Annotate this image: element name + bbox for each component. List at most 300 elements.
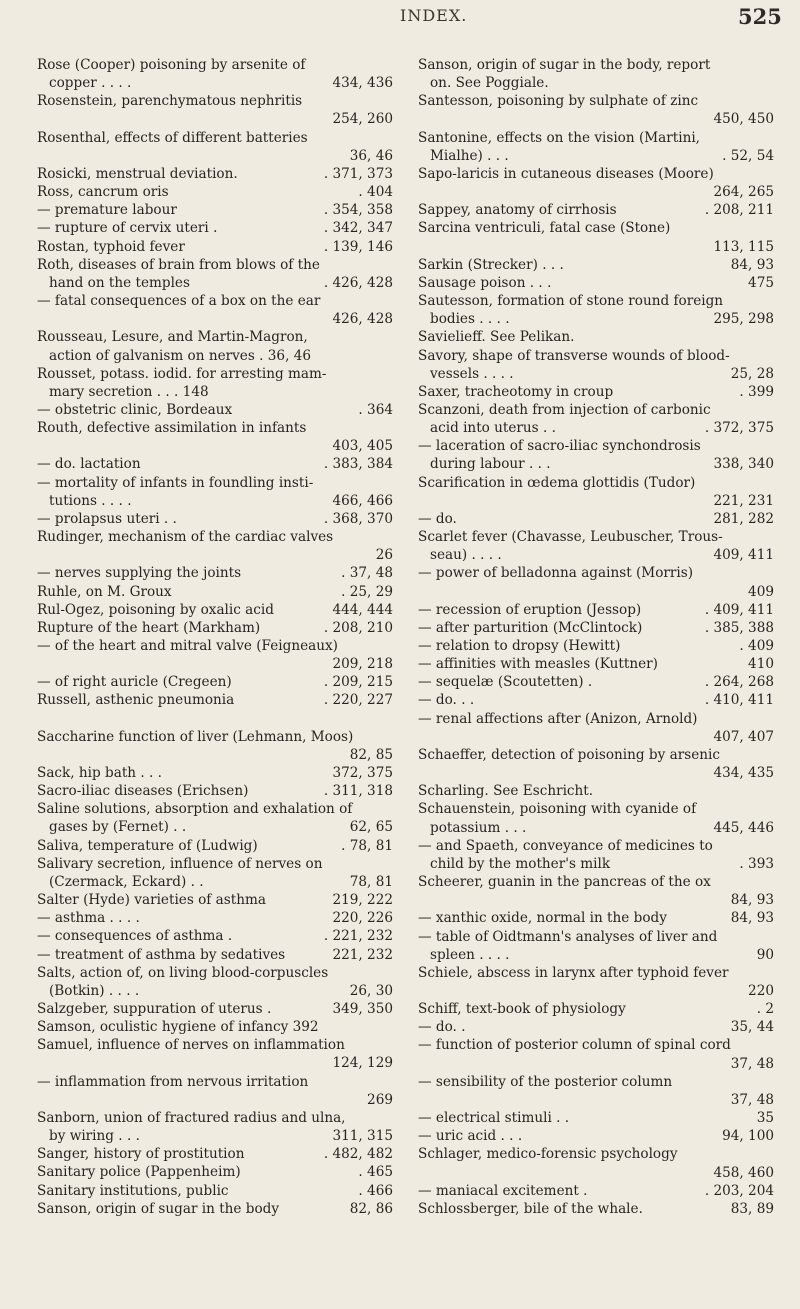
entry-pages: 84, 93 bbox=[730, 256, 774, 273]
entry-line bbox=[37, 492, 393, 510]
entry-pages: 254, 260 bbox=[332, 111, 393, 128]
entry-text: Sanitary institutions, public bbox=[37, 1182, 229, 1199]
index-entry bbox=[37, 455, 393, 473]
index-entry bbox=[37, 964, 393, 1000]
entry-pages: 403, 405 bbox=[332, 438, 393, 455]
index-entry bbox=[37, 564, 393, 582]
entry-pages: . 220, 227 bbox=[323, 692, 393, 709]
index-entry bbox=[37, 691, 393, 709]
entry-line bbox=[37, 764, 393, 782]
entry-pages: . 465 bbox=[358, 1164, 393, 1181]
entry-text: Sappey, anatomy of cirrhosis bbox=[418, 202, 617, 219]
entry-line bbox=[418, 292, 774, 310]
index-entry bbox=[37, 365, 393, 401]
entry-line bbox=[418, 837, 774, 855]
entry-text: Scarlet fever (Chavasse, Leubuscher, Trous- bbox=[418, 529, 723, 546]
entry-line bbox=[37, 165, 393, 183]
index-entry bbox=[37, 673, 393, 691]
entry-text: Scanzoni, death from injection of carbonic bbox=[418, 401, 711, 418]
index-entry bbox=[418, 673, 774, 691]
entry-line bbox=[37, 129, 393, 147]
index-entry bbox=[418, 474, 774, 510]
entry-pages: 349, 350 bbox=[332, 1000, 393, 1017]
entry-text: Rostan, typhoid fever bbox=[37, 238, 185, 255]
index-entry bbox=[37, 909, 393, 927]
entry-line bbox=[37, 419, 393, 437]
entry-pages: 84, 93 bbox=[730, 910, 774, 927]
entry-text: Rudinger, mechanism of the cardiac valves bbox=[37, 529, 334, 546]
entry-line bbox=[37, 837, 393, 855]
entry-text: — and Spaeth, conveyance of medicines to bbox=[418, 837, 713, 854]
index-entry bbox=[418, 1145, 774, 1181]
index-entry bbox=[37, 637, 393, 673]
entry-text: on. See Poggiale. bbox=[430, 75, 549, 92]
entry-text: action of galvanism on nerves . 36, 46 bbox=[49, 347, 312, 364]
index-entry bbox=[37, 510, 393, 528]
index-entry bbox=[418, 528, 774, 564]
entry-line bbox=[37, 564, 393, 582]
entry-pages: . 139, 146 bbox=[323, 238, 393, 255]
entry-pages: 94, 100 bbox=[722, 1128, 774, 1145]
entry-pages: 434, 435 bbox=[713, 765, 774, 782]
entry-line bbox=[37, 1200, 393, 1218]
entry-pages: 434, 436 bbox=[332, 75, 393, 92]
entry-line bbox=[37, 238, 393, 256]
entry-text: Schlager, medico-forensic psychology bbox=[418, 1146, 678, 1163]
entry-pages: . 208, 210 bbox=[323, 619, 393, 636]
index-entry bbox=[37, 1163, 393, 1181]
index-entry bbox=[418, 292, 774, 328]
entry-line bbox=[37, 637, 393, 655]
entry-pages: 90 bbox=[756, 946, 774, 963]
entry-line bbox=[37, 401, 393, 419]
index-entry bbox=[418, 909, 774, 927]
entry-line bbox=[418, 946, 774, 964]
index-entry bbox=[418, 1036, 774, 1072]
entry-line bbox=[37, 1145, 393, 1163]
index-entry bbox=[37, 1145, 393, 1163]
entry-text: bodies . . . . bbox=[430, 311, 510, 328]
entry-pages: . 354, 358 bbox=[323, 202, 393, 219]
entry-pages: 338, 340 bbox=[713, 456, 774, 473]
entry-line bbox=[418, 1182, 774, 1200]
index-entry bbox=[418, 1109, 774, 1127]
entry-text: — maniacal excitement . bbox=[418, 1182, 588, 1199]
entry-text: Ruhle, on M. Groux bbox=[37, 583, 172, 600]
entry-pages: 445, 446 bbox=[713, 819, 774, 836]
entry-pages: . 208, 211 bbox=[704, 202, 774, 219]
entry-pages: . 426, 428 bbox=[323, 274, 393, 291]
entry-text: Sanitary police (Pappenheim) bbox=[37, 1164, 241, 1181]
entry-line bbox=[37, 800, 393, 818]
index-column-right bbox=[418, 56, 774, 1218]
entry-pages: 295, 298 bbox=[713, 311, 774, 328]
entry-pages: . 383, 384 bbox=[323, 456, 393, 473]
entry-line bbox=[418, 365, 774, 383]
index-entry bbox=[37, 183, 393, 201]
index-entry bbox=[418, 401, 774, 437]
entry-text: — obstetric clinic, Bordeaux bbox=[37, 401, 233, 418]
entry-line bbox=[418, 601, 774, 619]
entry-line bbox=[418, 1073, 774, 1091]
index-entry bbox=[418, 637, 774, 655]
entry-line bbox=[37, 855, 393, 873]
entry-line bbox=[418, 637, 774, 655]
entry-text: — fatal consequences of a box on the ear bbox=[37, 293, 321, 310]
entry-text: tutions . . . . bbox=[49, 492, 132, 509]
entry-pages: 26, 30 bbox=[349, 982, 393, 999]
entry-pages: . 2 bbox=[756, 1001, 774, 1018]
entry-pages: 281, 282 bbox=[713, 510, 774, 527]
entry-pages: . 410, 411 bbox=[704, 692, 774, 709]
entry-text: — xanthic oxide, normal in the body bbox=[418, 910, 667, 927]
entry-pages: 124, 129 bbox=[332, 1055, 393, 1072]
entry-text: — consequences of asthma . bbox=[37, 928, 233, 945]
entry-text: — after parturition (McClintock) bbox=[418, 619, 643, 636]
entry-text: Mialhe) . . . bbox=[430, 147, 509, 164]
entry-text: seau) . . . . bbox=[430, 547, 502, 564]
entry-pages: 37, 48 bbox=[730, 1055, 774, 1072]
index-entry bbox=[418, 56, 774, 92]
entry-text: vessels . . . . bbox=[430, 365, 514, 382]
entry-line bbox=[418, 1000, 774, 1018]
entry-text: Samuel, influence of nerves on inflammation bbox=[37, 1037, 345, 1054]
entry-text: Santesson, poisoning by sulphate of zinc bbox=[418, 93, 699, 110]
index-entry bbox=[418, 691, 774, 709]
index-entry bbox=[37, 292, 393, 328]
index-entry bbox=[37, 1000, 393, 1018]
entry-text: — treatment of asthma by sedatives bbox=[37, 946, 286, 963]
entry-line bbox=[418, 1127, 774, 1145]
entry-text: Salts, action of, on living blood-corpuscles bbox=[37, 964, 329, 981]
entry-text: Roth, diseases of brain from blows of the bbox=[37, 256, 320, 273]
entry-text: — of right auricle (Cregeen) bbox=[37, 674, 232, 691]
entry-pages: 36, 46 bbox=[349, 147, 393, 164]
index-entry bbox=[418, 655, 774, 673]
entry-text: — table of Oidtmann's analyses of liver and bbox=[418, 928, 718, 945]
entry-pages: 82, 85 bbox=[349, 746, 393, 763]
entry-pages: 269 bbox=[367, 1091, 393, 1108]
entry-pages: . 385, 388 bbox=[704, 619, 774, 636]
entry-text: Sacro-iliac diseases (Erichsen) bbox=[37, 783, 249, 800]
entry-text: Saline solutions, absorption and exhalation of bbox=[37, 801, 353, 818]
index-entry bbox=[418, 928, 774, 964]
section-gap bbox=[37, 710, 393, 728]
index-entry bbox=[37, 165, 393, 183]
entry-line bbox=[37, 1036, 393, 1054]
entry-text: — mortality of infants in foundling insti- bbox=[37, 474, 314, 491]
entry-line bbox=[418, 873, 774, 891]
entry-text: Rosenstein, parenchymatous nephritis bbox=[37, 93, 303, 110]
entry-line bbox=[418, 691, 774, 709]
entry-line bbox=[418, 964, 774, 982]
entry-line bbox=[418, 710, 774, 728]
index-entry bbox=[418, 964, 774, 1000]
index-entry bbox=[418, 92, 774, 128]
entry-pages: . 209, 215 bbox=[323, 674, 393, 691]
entry-pages: 466, 466 bbox=[332, 492, 393, 509]
index-entry bbox=[37, 474, 393, 510]
entry-line bbox=[37, 183, 393, 201]
index-entry bbox=[418, 219, 774, 255]
entry-pages: 26 bbox=[375, 547, 393, 564]
entry-text: Salivary secretion, influence of nerves on bbox=[37, 855, 323, 872]
index-entry bbox=[37, 1109, 393, 1145]
entry-pages: 458, 460 bbox=[713, 1164, 774, 1181]
entry-line bbox=[37, 474, 393, 492]
index-entry bbox=[418, 256, 774, 274]
entry-line bbox=[37, 1182, 393, 1200]
index-entry bbox=[37, 92, 393, 128]
entry-text: Schauenstein, poisoning with cyanide of bbox=[418, 801, 697, 818]
entry-text: Schlossberger, bile of the whale. bbox=[418, 1200, 643, 1217]
entry-text: Salzgeber, suppuration of uterus . bbox=[37, 1000, 272, 1017]
entry-pages: 372, 375 bbox=[332, 764, 393, 781]
entry-line bbox=[37, 365, 393, 383]
entry-pages: 37, 48 bbox=[730, 1091, 774, 1108]
entry-pages: . 25, 29 bbox=[341, 583, 393, 600]
entry-text: mary secretion . . . 148 bbox=[49, 383, 209, 400]
entry-line bbox=[418, 74, 774, 92]
entry-pages: 264, 265 bbox=[713, 184, 774, 201]
entry-text: Sanger, history of prostitution bbox=[37, 1146, 245, 1163]
entry-line bbox=[37, 1127, 393, 1145]
index-entry bbox=[418, 619, 774, 637]
entry-text: Scarification in œdema glottidis (Tudor) bbox=[418, 474, 696, 491]
entry-line bbox=[37, 782, 393, 800]
index-entry bbox=[37, 201, 393, 219]
entry-text: Saliva, temperature of (Ludwig) bbox=[37, 837, 258, 854]
entry-text: — power of belladonna against (Morris) bbox=[418, 565, 694, 582]
entry-line bbox=[37, 728, 393, 746]
index-entry bbox=[418, 710, 774, 746]
entry-pages: . 372, 375 bbox=[704, 420, 774, 437]
entry-line bbox=[418, 819, 774, 837]
entry-text: Sausage poison . . . bbox=[418, 274, 552, 291]
entry-text: hand on the temples bbox=[49, 274, 190, 291]
index-entry bbox=[37, 1018, 393, 1036]
entry-line bbox=[418, 383, 774, 401]
index-entry bbox=[418, 201, 774, 219]
entry-text: Scharling. See Eschricht. bbox=[418, 783, 594, 800]
entry-text: — affinities with measles (Kuttner) bbox=[418, 656, 658, 673]
index-entry bbox=[37, 837, 393, 855]
entry-line bbox=[37, 528, 393, 546]
entry-pages: 83, 89 bbox=[730, 1200, 774, 1217]
index-entry bbox=[37, 764, 393, 782]
entry-line bbox=[37, 328, 393, 346]
entry-text: Savielieff. See Pelikan. bbox=[418, 329, 575, 346]
entry-pages: 410 bbox=[748, 656, 774, 673]
index-entry bbox=[418, 746, 774, 782]
entry-line bbox=[37, 383, 393, 401]
entry-text: — sensibility of the posterior column bbox=[418, 1073, 673, 1090]
index-entry bbox=[37, 891, 393, 909]
entry-line bbox=[418, 165, 774, 183]
entry-pages: 209, 218 bbox=[332, 656, 393, 673]
entry-text: — electrical stimuli . . bbox=[418, 1110, 570, 1127]
entry-line bbox=[418, 655, 774, 673]
entry-pages: 221, 232 bbox=[332, 946, 393, 963]
entry-pages: 426, 428 bbox=[332, 311, 393, 328]
entry-pages: . 52, 54 bbox=[722, 147, 774, 164]
index-entry bbox=[37, 855, 393, 891]
entry-line bbox=[37, 1163, 393, 1181]
entry-line bbox=[418, 782, 774, 800]
entry-pages: . 368, 370 bbox=[323, 510, 393, 527]
entry-text: potassium . . . bbox=[430, 819, 527, 836]
entry-text: child by the mother's milk bbox=[430, 855, 611, 872]
entry-text: — renal affections after (Anizon, Arnold) bbox=[418, 710, 698, 727]
entry-text: (Czermack, Eckard) . . bbox=[49, 873, 204, 890]
entry-text: Rul-Ogez, poisoning by oxalic acid bbox=[37, 601, 274, 618]
index-entry bbox=[37, 800, 393, 836]
entry-pages: 113, 115 bbox=[713, 238, 774, 255]
entry-pages: 220, 226 bbox=[332, 910, 393, 927]
entry-line bbox=[37, 510, 393, 528]
index-entry bbox=[37, 401, 393, 419]
entry-pages: . 221, 232 bbox=[323, 928, 393, 945]
entry-text: Sarcina ventriculi, fatal case (Stone) bbox=[418, 220, 671, 237]
entry-text: Sarkin (Strecker) . . . bbox=[418, 256, 564, 273]
entry-line bbox=[418, 1018, 774, 1036]
entry-line bbox=[37, 1109, 393, 1127]
entry-pages: 450, 450 bbox=[713, 111, 774, 128]
entry-line bbox=[418, 419, 774, 437]
entry-text: — of the heart and mitral valve (Feigneaux) bbox=[37, 638, 338, 654]
entry-pages: . 264, 268 bbox=[704, 674, 774, 691]
index-entry bbox=[418, 564, 774, 600]
entry-pages: . 399 bbox=[739, 383, 774, 400]
index-entry bbox=[418, 1073, 774, 1109]
entry-pages: . 364 bbox=[358, 401, 393, 418]
entry-text: — do. lactation bbox=[37, 456, 141, 473]
entry-pages: 444, 444 bbox=[332, 601, 393, 618]
index-entry bbox=[418, 782, 774, 800]
entry-text: spleen . . . . bbox=[430, 946, 510, 963]
index-entry bbox=[418, 129, 774, 165]
index-entry bbox=[37, 528, 393, 564]
entry-pages: 62, 65 bbox=[349, 819, 393, 836]
entry-text: Russell, asthenic pneumonia bbox=[37, 692, 235, 709]
entry-line bbox=[37, 909, 393, 927]
entry-line bbox=[418, 347, 774, 365]
entry-text: — relation to dropsy (Hewitt) bbox=[418, 638, 621, 654]
page-number: 525 bbox=[738, 4, 782, 29]
entry-pages: . 78, 81 bbox=[341, 837, 393, 854]
entry-pages: . 482, 482 bbox=[323, 1146, 393, 1163]
running-head: INDEX. bbox=[400, 6, 468, 25]
entry-line bbox=[37, 964, 393, 982]
index-entry bbox=[37, 256, 393, 292]
entry-text: Rosicki, menstrual deviation. bbox=[37, 165, 238, 182]
index-entry bbox=[418, 1182, 774, 1200]
entry-text: — rupture of cervix uteri . bbox=[37, 220, 218, 237]
entry-text: Rosenthal, effects of different batteries bbox=[37, 129, 308, 146]
entry-line bbox=[418, 401, 774, 419]
index-entry bbox=[37, 1200, 393, 1218]
entry-line bbox=[418, 437, 774, 455]
entry-text: Samson, oculistic hygiene of infancy 392 bbox=[37, 1019, 319, 1036]
index-entry bbox=[418, 837, 774, 873]
entry-text: — uric acid . . . bbox=[418, 1128, 523, 1145]
entry-pages: 409, 411 bbox=[713, 547, 774, 564]
entry-text: Schiff, text-book of physiology bbox=[418, 1001, 626, 1018]
entry-line bbox=[418, 56, 774, 74]
entry-pages: . 466 bbox=[358, 1182, 393, 1199]
entry-line bbox=[37, 873, 393, 891]
entry-text: Schiele, abscess in larynx after typhoid fever bbox=[418, 964, 729, 981]
index-entry bbox=[418, 800, 774, 836]
entry-line bbox=[37, 673, 393, 691]
entry-line bbox=[418, 328, 774, 346]
entry-text: Sanson, origin of sugar in the body, report bbox=[418, 57, 711, 73]
index-entry bbox=[418, 328, 774, 346]
entry-text: — recession of eruption (Jessop) bbox=[418, 601, 642, 618]
entry-pages: 311, 315 bbox=[332, 1128, 393, 1145]
entry-line bbox=[418, 1036, 774, 1054]
entry-line bbox=[37, 92, 393, 110]
index-entry bbox=[418, 601, 774, 619]
entry-pages: 220 bbox=[748, 982, 774, 999]
index-entry bbox=[37, 927, 393, 945]
entry-line bbox=[37, 201, 393, 219]
index-entry bbox=[37, 583, 393, 601]
entry-text: Sack, hip bath . . . bbox=[37, 764, 162, 781]
entry-line bbox=[418, 201, 774, 219]
entry-pages: . 409 bbox=[739, 638, 774, 654]
index-entry bbox=[37, 56, 393, 92]
index-entry bbox=[418, 1000, 774, 1018]
entry-line bbox=[37, 927, 393, 945]
entry-line bbox=[418, 1109, 774, 1127]
entry-line bbox=[37, 56, 393, 74]
entry-line bbox=[418, 1200, 774, 1218]
entry-text: — function of posterior column of spinal cord bbox=[418, 1037, 731, 1054]
entry-text: Sapo-laricis in cutaneous diseases (Moore) bbox=[418, 165, 714, 182]
entry-line bbox=[418, 546, 774, 564]
entry-text: Sautesson, formation of stone round foreign bbox=[418, 293, 724, 310]
entry-line bbox=[37, 455, 393, 473]
entry-text: Rousseau, Lesure, and Martin-Magron, bbox=[37, 329, 308, 346]
entry-text: Ross, cancrum oris bbox=[37, 184, 169, 201]
entry-text: Saxer, tracheotomy in croup bbox=[418, 383, 614, 400]
entry-text: — do. . bbox=[418, 1019, 466, 1036]
entry-line bbox=[37, 601, 393, 619]
entry-line bbox=[418, 855, 774, 873]
entry-text: — do. . . bbox=[418, 692, 475, 709]
entry-line bbox=[37, 891, 393, 909]
index-entry bbox=[37, 219, 393, 237]
index-entry bbox=[418, 437, 774, 473]
index-entry bbox=[418, 165, 774, 201]
entry-pages: . 203, 204 bbox=[704, 1182, 774, 1199]
entry-pages: 407, 407 bbox=[713, 728, 774, 745]
index-entry bbox=[418, 1200, 774, 1218]
entry-line bbox=[37, 292, 393, 310]
entry-text: Schaeffer, detection of poisoning by arsenic bbox=[418, 746, 720, 763]
index-entry bbox=[37, 328, 393, 364]
index-entry bbox=[37, 129, 393, 165]
entry-text: Routh, defective assimilation in infants bbox=[37, 420, 307, 437]
entry-pages: 219, 222 bbox=[332, 892, 393, 909]
index-entry bbox=[37, 1182, 393, 1200]
entry-line bbox=[418, 510, 774, 528]
entry-line bbox=[37, 274, 393, 292]
entry-pages: 35, 44 bbox=[730, 1019, 774, 1036]
entry-line bbox=[418, 528, 774, 546]
entry-line bbox=[37, 1073, 393, 1091]
